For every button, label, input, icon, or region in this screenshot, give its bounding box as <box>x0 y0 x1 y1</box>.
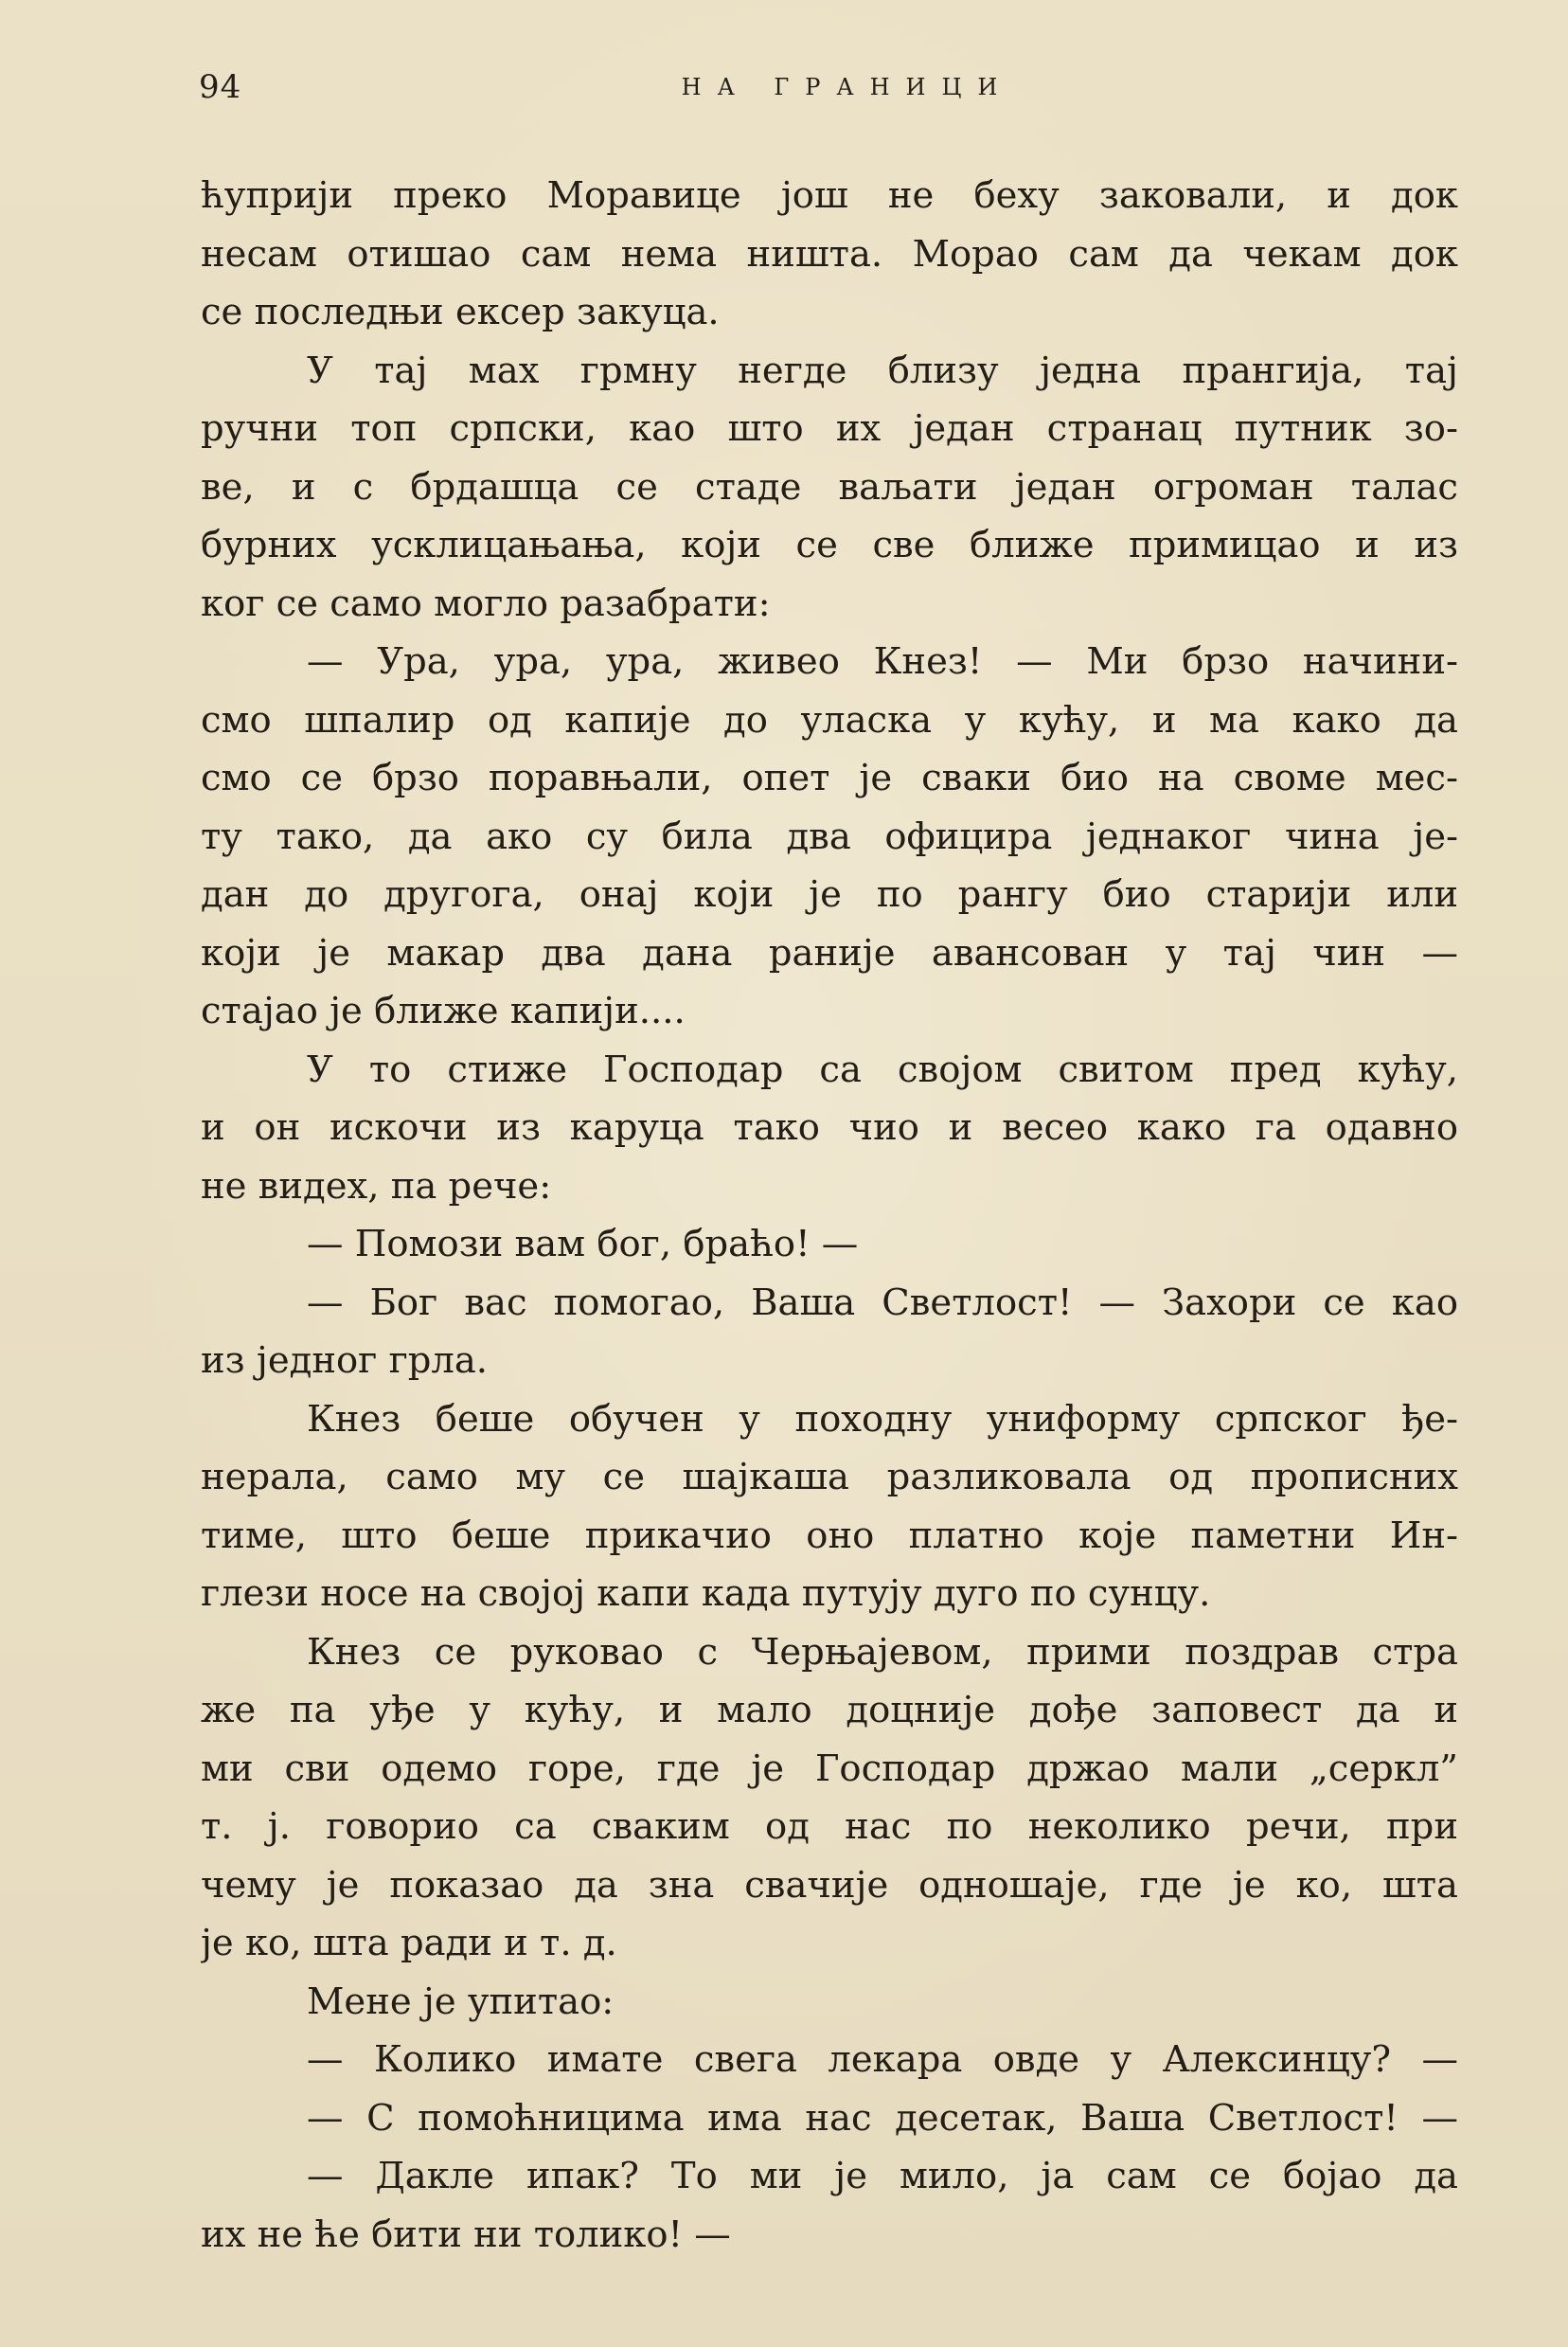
text-line: Мене је упитао: <box>307 1980 615 2023</box>
text-line: У то стиже Господар са својом свитом пред кућу, <box>307 1048 1458 1091</box>
page-number: 94 <box>199 68 242 106</box>
text-line: из једног грла. <box>201 1339 489 1382</box>
text-line: — С помоћницима има нас десетак, Ваша Светлост! — <box>307 2096 1458 2140</box>
text-line: који је макар два дана раније авансован у тај чин — <box>201 931 1458 975</box>
text-line: ми сви одемо горе, где је Господар држао мали „серкл” <box>201 1747 1458 1790</box>
text-line: же па уђе у кућу, и мало доцније дође заповест да и <box>201 1689 1458 1731</box>
text-line: ручни топ српски, као што их један странац путник зо- <box>201 407 1458 450</box>
text-line: У тај мах грмну негде близу једна прангија, тај <box>307 349 1458 392</box>
text-line: ве, и с брдашца се стаде ваљати један огроман талас <box>201 465 1458 509</box>
text-line: Кнез се руковао с Черњајевом, прими поздрав стра <box>307 1630 1458 1674</box>
text-line: ту тако, да ако су била два официра једнаког чина је- <box>201 815 1458 858</box>
running-title: НА ГРАНИЦИ <box>681 74 1014 100</box>
text-line: се последњи ексер закуца. <box>201 291 720 333</box>
text-line: и он искочи из каруца тако чио и весео како га одавно <box>201 1106 1458 1149</box>
text-line: — Колико имате свега лекара овде у Алексинцу? — <box>307 2038 1458 2081</box>
text-line: смо шпалир од капије до уласка у кућу, и ма како да <box>201 698 1458 742</box>
text-line: — Помози вам бог, браћо! — <box>307 1223 859 1265</box>
page-header <box>199 68 1458 116</box>
text-line: не видех, па рече: <box>201 1164 552 1208</box>
text-line: — Ура, ура, ура, живео Кнез! — Ми брзо начини- <box>307 640 1458 683</box>
text-line: бурних усклицањања, који се све ближе примицао и из <box>201 524 1458 566</box>
text-line: нерала, само му се шајкаша разликовала од прописних <box>201 1456 1458 1498</box>
text-line: ћуприји преко Моравице још не беху заковали, и док <box>201 174 1458 217</box>
text-line: т. ј. говорио са сваким од нас по неколико речи, при <box>201 1805 1458 1848</box>
text-line: смо се брзо поравњали, опет је сваки био на своме мес- <box>201 757 1458 799</box>
text-line: несам отишао сам нема ништа. Морао сам да чекам док <box>201 232 1458 276</box>
text-line: ког се само могло разабрати: <box>201 582 771 625</box>
text-line: стајао је ближе капији.... <box>201 990 686 1032</box>
text-line: чему је показао да зна свачије одношаје, где је ко, шта <box>201 1863 1458 1907</box>
text-line: је ко, шта ради и т. д. <box>201 1922 617 1964</box>
text-line: тиме, што беше прикачио оно платно које паметни Ин- <box>201 1514 1458 1557</box>
text-line: глези носе на својој капи када путују дуго по сунцу. <box>201 1572 1211 1615</box>
text-line: Кнез беше обучен у походну униформу српског ђе- <box>307 1397 1458 1441</box>
text-line: дан до другога, онај који је по рангу био старији или <box>201 873 1458 916</box>
text-line: — Дакле ипак? То ми је мило, ја сам се бојао да <box>307 2155 1458 2197</box>
body-text <box>201 167 1458 2264</box>
text-line: их не ће бити ни толико! — <box>201 2213 731 2256</box>
text-line: — Бог вас помогао, Ваша Светлост! — Захори се као <box>307 1281 1458 1324</box>
